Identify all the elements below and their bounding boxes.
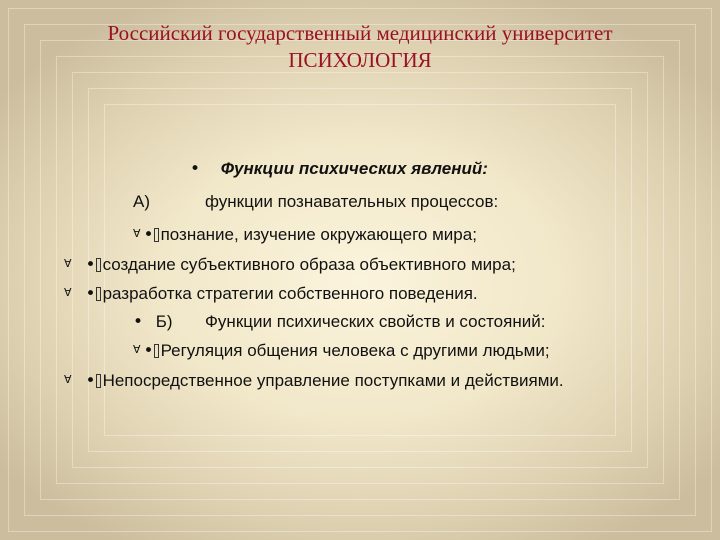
missing-glyph-icon <box>154 344 159 358</box>
list-item <box>133 341 550 361</box>
list-item <box>64 284 478 304</box>
list-item-text: Непосредственное управление поступками и действиями. <box>102 371 564 390</box>
item-b-text: Функции психических свойств и состояний: <box>205 312 546 331</box>
slide-title <box>0 20 720 74</box>
item-a-text: функции познавательных процессов: <box>205 192 499 211</box>
list-item-text: разработка стратегии собственного поведения. <box>102 284 478 303</box>
title-subject: ПСИХОЛОГИЯ <box>288 48 432 72</box>
bullet-icon: • <box>143 225 154 245</box>
item-b-marker: Б) <box>155 312 173 331</box>
list-item-text: создание субъективного образа объективного мира; <box>102 255 516 274</box>
missing-glyph-icon <box>96 374 101 388</box>
missing-glyph-icon <box>96 258 101 272</box>
forall-icon: ∀ <box>133 227 141 240</box>
bullet-icon: • <box>85 255 96 275</box>
title-university: Российский государственный медицинский университет <box>107 21 613 45</box>
list-item <box>64 371 564 391</box>
list-item-text: познание, изучение окружающего мира; <box>160 225 477 244</box>
forall-icon: ∀ <box>64 286 72 299</box>
missing-glyph-icon <box>154 228 159 242</box>
bullet-icon: • <box>133 312 144 332</box>
section-heading: Функции психических явлений: <box>220 159 488 178</box>
bullet-icon: • <box>143 341 154 361</box>
heading-line <box>190 159 488 179</box>
bullet-icon: • <box>85 284 96 304</box>
bullet-icon: • <box>190 159 201 179</box>
item-b-line <box>133 312 546 332</box>
list-item-text: Регуляция общения человека с другими людьми; <box>160 341 550 360</box>
forall-icon: ∀ <box>64 257 72 270</box>
missing-glyph-icon <box>96 287 101 301</box>
forall-icon: ∀ <box>133 343 141 356</box>
item-a-marker: А) <box>133 192 150 211</box>
list-item <box>64 255 516 275</box>
bullet-icon: • <box>85 371 96 391</box>
forall-icon: ∀ <box>64 373 72 386</box>
list-item <box>133 225 477 245</box>
item-a-line <box>133 192 499 212</box>
